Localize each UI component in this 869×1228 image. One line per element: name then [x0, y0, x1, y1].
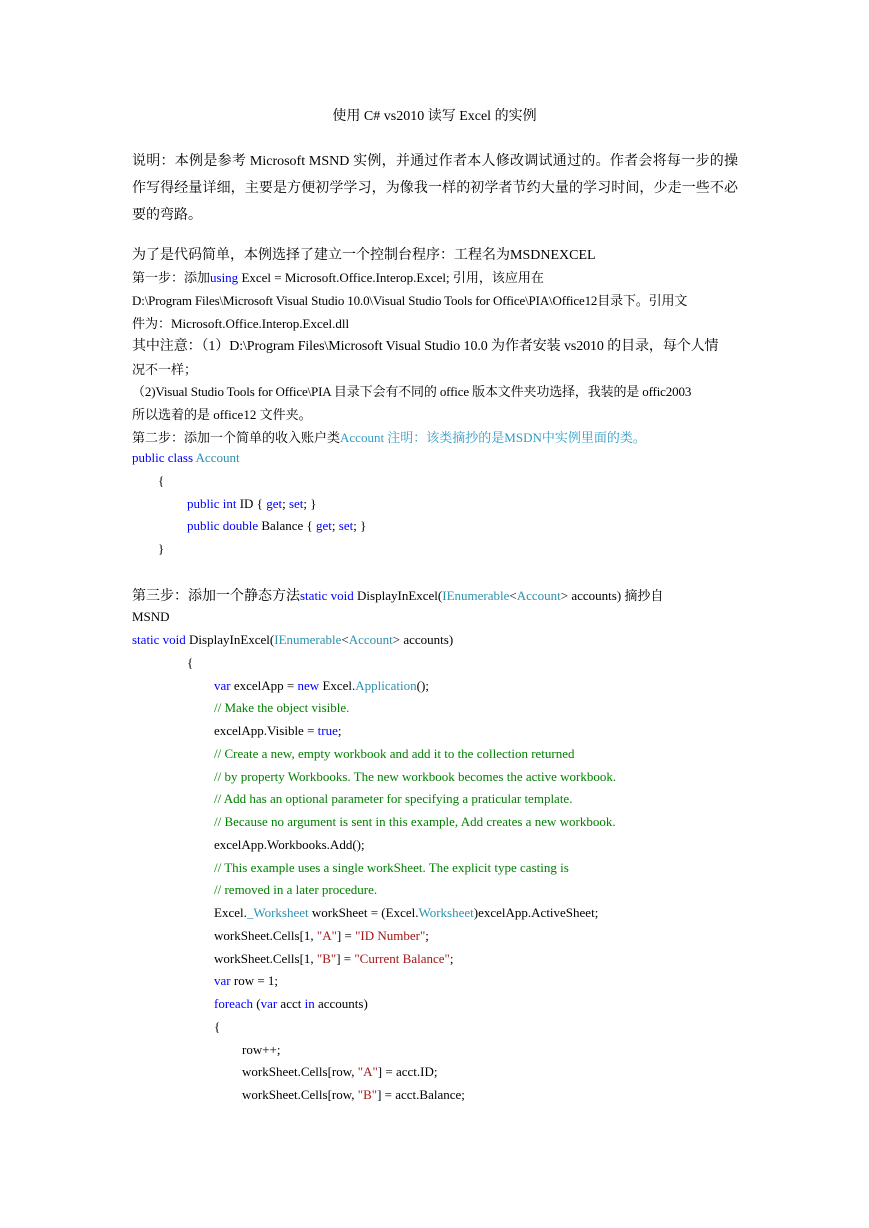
code-text: workSheet.Cells[1, — [214, 951, 317, 966]
string-literal: "Current Balance" — [354, 951, 450, 966]
code-text: ] = — [336, 951, 355, 966]
string-literal: "B" — [316, 951, 337, 966]
code-text: Excel. — [322, 678, 356, 693]
code-comment: // Because no argument is sent in this example, Add creates a new workbook. — [214, 814, 616, 829]
code-text: ; — [425, 928, 429, 943]
code-line-8: excelApp.Workbooks.Add(); — [214, 837, 365, 852]
new-keyword: new — [297, 678, 323, 693]
using-keyword: using — [210, 270, 239, 285]
prop-balance-line — [187, 518, 366, 534]
step3-label: 第三步：添加一个静态方法 — [132, 589, 300, 604]
step1-line — [132, 267, 544, 286]
public-class-keyword: public class — [132, 450, 196, 465]
string-literal: "B" — [357, 1087, 378, 1102]
true-keyword: true — [317, 723, 338, 738]
var-keyword: var — [260, 996, 281, 1011]
var-keyword: var — [214, 678, 234, 693]
close-accessor: ; } — [353, 518, 367, 533]
code-text: ] = acct.ID; — [377, 1064, 438, 1079]
code-line-11 — [214, 905, 598, 921]
code-comment: // This example uses a single workSheet. The explicit type casting is — [214, 860, 569, 875]
worksheet-interface-type: _Worksheet — [246, 905, 309, 920]
string-literal: "ID Number" — [355, 928, 426, 943]
code-comment: // by property Workbooks. The new workbook becomes the active workbook. — [214, 769, 617, 784]
ienumerable-type: IEnumerable — [274, 632, 342, 647]
semicolon: ; — [282, 496, 289, 511]
method-signature — [132, 632, 453, 648]
code-text: excelApp = — [233, 678, 298, 693]
foreach-keyword: foreach — [214, 996, 257, 1011]
code-text: ] = — [336, 928, 356, 943]
close-accessor: ; } — [303, 496, 317, 511]
set-keyword: set — [338, 518, 354, 533]
var-keyword: var — [214, 973, 234, 988]
method-open-brace: { — [187, 655, 194, 670]
document-title: 使用 C# vs2010 读写 Excel 的实例 — [332, 109, 537, 124]
account-type: Account — [348, 632, 393, 647]
account-type: Account — [516, 588, 561, 603]
method-name: DisplayInExcel( — [357, 588, 443, 603]
prop-balance-name: Balance { — [261, 518, 316, 533]
step1-file-line: 件为：Microsoft.Office.Interop.Excel.dll — [132, 316, 350, 331]
note2-line-b: 所以选着的是 office12 文件夹。 — [132, 407, 312, 422]
application-type: Application — [355, 678, 417, 693]
code-text: acct — [280, 996, 305, 1011]
project-line: 为了是代码简单，本例选择了建立一个控制台程序：工程名为MSDNEXCEL — [132, 248, 596, 263]
code-text: ] = acct.Balance; — [377, 1087, 465, 1102]
intro-paragraph: 说明：本例是参考 Microsoft MSND 实例，并通过作者本人修改调试通过的。作者会将每一步的操作写得经量详细，主要是方便初学学习，为像我一样的初学者节约大量的学习时间，少走一些不必要的弯路。 — [132, 154, 738, 223]
account-type: Account — [195, 450, 240, 465]
step2-note: Account 注明：该类摘抄的是MSDN中实例里面的类。 — [340, 430, 646, 445]
code-text: workSheet.Cells[row, — [242, 1064, 358, 1079]
code-text: workSheet.Cells[1, — [214, 928, 317, 943]
code-comment: // Add has an optional parameter for specifying a praticular template. — [214, 791, 573, 806]
get-keyword: get — [266, 496, 283, 511]
code-text: row = 1; — [233, 973, 279, 988]
lt-sign: < — [341, 632, 349, 647]
code-text: )excelApp.ActiveSheet; — [473, 905, 599, 920]
get-keyword: get — [316, 518, 332, 533]
code-text: ; — [449, 951, 454, 966]
step3-params: > accounts) 摘抄自 — [560, 588, 664, 603]
code-comment: // removed in a later procedure. — [214, 882, 378, 897]
ienumerable-type: IEnumerable — [442, 588, 510, 603]
static-void-keyword: static void — [132, 632, 190, 647]
step1-path-line: D:\Program Files\Microsoft Visual Studio 10.0\Visual Studio Tools for Office\PIA\Office12目录下。引用文 — [132, 293, 688, 308]
class-close-brace: } — [158, 541, 165, 556]
set-keyword: set — [288, 496, 304, 511]
step3-line — [132, 585, 663, 605]
step1-text: Excel = Microsoft.Office.Interop.Excel; 引用，该应用在 — [238, 270, 544, 285]
code-line-15 — [214, 996, 368, 1012]
code-line-1 — [214, 678, 429, 694]
code-line-18 — [242, 1087, 465, 1103]
method-name: DisplayInExcel( — [189, 632, 275, 647]
code-line-17 — [242, 1064, 437, 1080]
code-text: excelApp.Visible = — [214, 723, 318, 738]
code-line-13 — [214, 951, 453, 967]
prop-balance-keywords: public double — [187, 518, 262, 533]
string-literal: "A" — [357, 1064, 378, 1079]
prop-id-name: ID { — [239, 496, 267, 511]
code-text: Excel. — [214, 905, 247, 920]
step2-line — [132, 427, 646, 446]
in-keyword: in — [304, 996, 318, 1011]
code-line-12 — [214, 928, 429, 944]
prop-id-line — [187, 496, 317, 512]
code-comment: // Create a new, empty workbook and add it to the collection returned — [214, 746, 575, 761]
code-line-14 — [214, 973, 278, 989]
code-text: ; — [337, 723, 342, 738]
step2-label: 第二步：添加一个简单的收入账户类 — [132, 430, 341, 445]
code-text: accounts) — [317, 996, 368, 1011]
semicolon: ; — [331, 518, 339, 533]
code-comment: // Make the object visible. — [214, 700, 350, 715]
code-line-16: row++; — [242, 1042, 281, 1057]
step3-source: MSND — [132, 609, 170, 624]
code-text: (); — [416, 678, 429, 693]
code-text: ( — [256, 996, 261, 1011]
note1-line-a: 其中注意：（1）D:\Program Files\Microsoft Visual Studio 10.0 为作者安装 vs2010 的目录，每个人情 — [132, 339, 719, 354]
lt-sign: < — [509, 588, 517, 603]
method-params: > accounts) — [392, 632, 454, 647]
class-open-brace: { — [158, 473, 165, 488]
loop-open-brace: { — [214, 1019, 221, 1034]
worksheet-type: Worksheet — [418, 905, 474, 920]
class-decl-line — [132, 450, 240, 466]
code-line-3 — [214, 723, 342, 739]
string-literal: "A" — [316, 928, 337, 943]
note1-line-b: 况不一样； — [132, 362, 198, 377]
code-text: workSheet.Cells[row, — [242, 1087, 358, 1102]
prop-id-keywords: public int — [187, 496, 240, 511]
note2-line-a: （2)Visual Studio Tools for Office\PIA 目录下会有不同的 office 版本文件夹功选择，我装的是 offic2003 — [132, 384, 692, 399]
step1-label: 第一步：添加 — [132, 270, 211, 285]
static-void-keyword: static void — [300, 588, 358, 603]
code-text: workSheet = (Excel. — [308, 905, 419, 920]
